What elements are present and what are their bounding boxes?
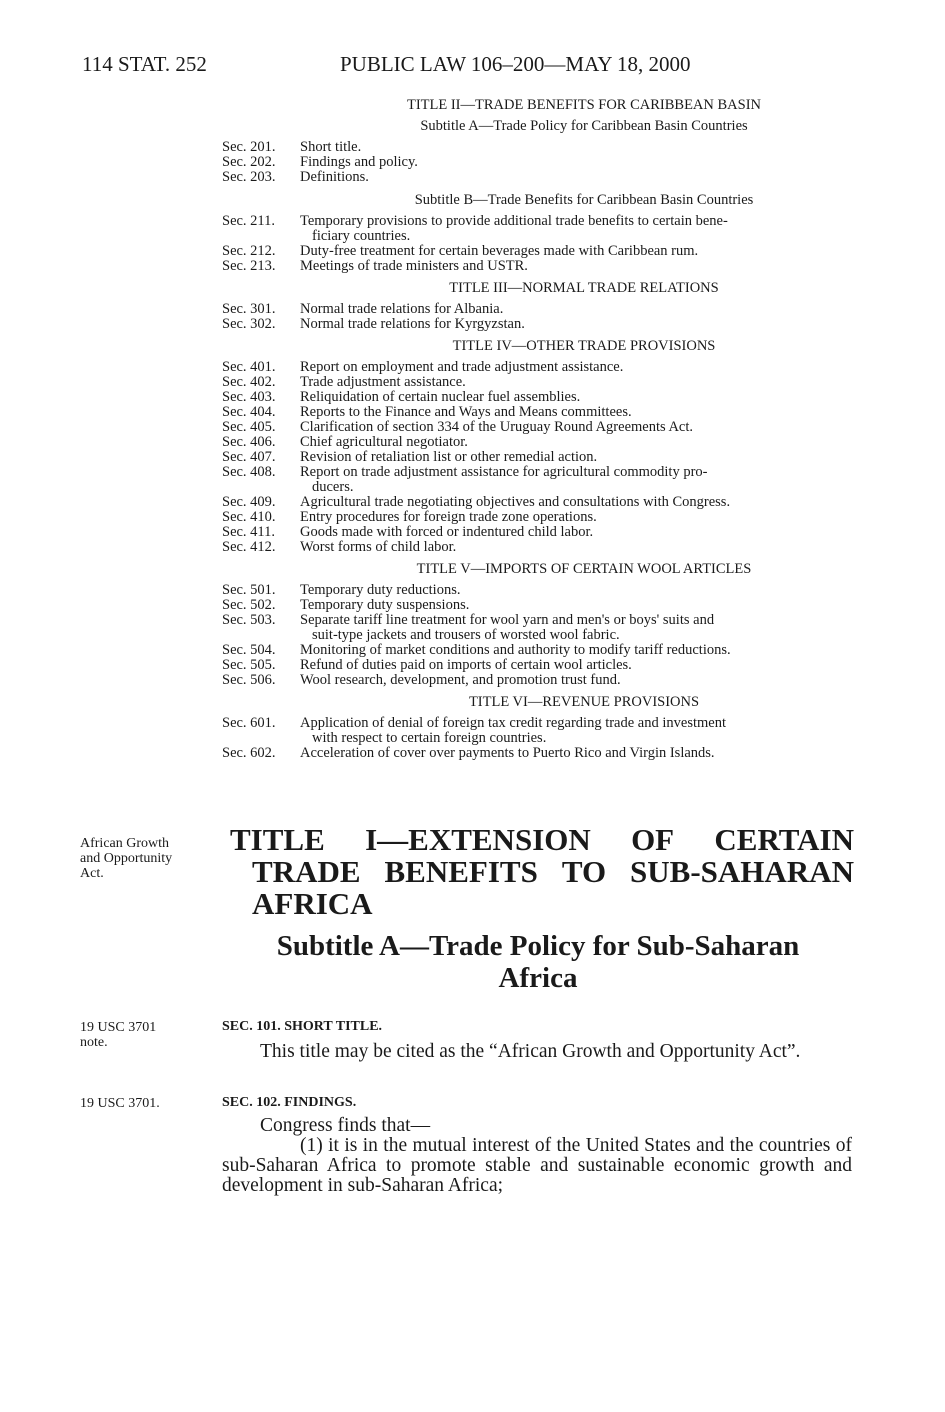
toc-section-title: Meetings of trade ministers and USTR.	[300, 258, 528, 274]
toc-section-title: Temporary provisions to provide additional trade benefits to certain bene- ficiary countries.	[300, 213, 728, 244]
toc-entry	[222, 643, 854, 658]
toc-section-number: Sec. 202.	[222, 154, 276, 170]
toc-entry	[222, 140, 854, 155]
toc-section-list	[222, 583, 854, 688]
toc-section-number: Sec. 602.	[222, 745, 276, 761]
toc-section-title: Clarification of section 334 of the Uruguay Round Agreements Act.	[300, 419, 694, 435]
toc-section-list	[222, 214, 854, 274]
toc-section-number: Sec. 501.	[222, 582, 276, 598]
toc-entry	[222, 317, 854, 332]
toc-section-title: Agricultural trade negotiating objectives and consultations with Congress.	[300, 494, 731, 510]
toc-section-number: Sec. 409.	[222, 494, 276, 510]
toc-section-list	[222, 360, 854, 555]
margin-note-usc: 19 USC 3701.	[80, 1096, 160, 1111]
toc-section-number: Sec. 403.	[222, 389, 276, 405]
toc-entry	[222, 259, 854, 274]
subtitle-heading: Subtitle A—Trade Policy for Sub-Saharan Africa	[276, 930, 800, 994]
toc-section-title: Revision of retaliation list or other remedial action.	[300, 449, 598, 465]
toc-subtitle-heading: Subtitle B—Trade Benefits for Caribbean Basin Countries	[414, 192, 754, 208]
toc-section-title: Temporary duty reductions.	[300, 582, 461, 598]
toc-section-number: Sec. 504.	[222, 642, 276, 658]
toc-section-number: Sec. 404.	[222, 404, 276, 420]
toc-entry	[222, 465, 854, 495]
toc-section-number: Sec. 401.	[222, 359, 276, 375]
toc-section-title: Definitions.	[300, 169, 369, 185]
toc-entry	[222, 598, 854, 613]
toc-entry	[222, 155, 854, 170]
toc-title-heading: TITLE II—TRADE BENEFITS FOR CARIBBEAN BASIN	[406, 97, 762, 113]
toc-section-number: Sec. 211.	[222, 213, 276, 229]
running-head: PUBLIC LAW 106–200—MAY 18, 2000	[340, 52, 691, 76]
toc-section-title: Entry procedures for foreign trade zone operations.	[300, 509, 597, 525]
toc-section-number: Sec. 402.	[222, 374, 276, 390]
toc-section-title: Chief agricultural negotiator.	[300, 434, 468, 450]
toc-section-title: Separate tariff line treatment for wool yarn and men's or boys' suits and suit-type jackets and trousers of worsted wool fabric.	[300, 612, 715, 643]
toc-section-number: Sec. 405.	[222, 419, 276, 435]
toc-section-title: Report on employment and trade adjustment assistance.	[300, 359, 624, 375]
toc-section-number: Sec. 406.	[222, 434, 276, 450]
toc-entry	[222, 390, 854, 405]
title-heading: TITLE I—EXTENSION OF CERTAIN TRADE BENEFITS TO SUB-SAHARAN AFRICA	[230, 822, 854, 921]
toc-section-title: Short title.	[300, 139, 362, 155]
toc-section-list	[222, 302, 854, 332]
toc-entry	[222, 170, 854, 185]
toc-section-list	[222, 140, 854, 185]
toc-entry	[222, 613, 854, 643]
toc-entry	[222, 214, 854, 244]
toc-section-title: Application of denial of foreign tax credit regarding trade and investment with respect to certain foreign countries.	[300, 715, 726, 746]
toc-entry	[222, 244, 854, 259]
toc-section-number: Sec. 408.	[222, 464, 276, 480]
toc-section-number: Sec. 212.	[222, 243, 276, 259]
toc-entry	[222, 375, 854, 390]
toc-section-title: Normal trade relations for Albania.	[300, 301, 504, 317]
toc-entry	[222, 360, 854, 375]
margin-note-usc-note: 19 USC 3701 note.	[80, 1020, 157, 1050]
toc-section-number: Sec. 505.	[222, 657, 276, 673]
toc-entry	[222, 450, 854, 465]
toc-entry	[222, 405, 854, 420]
toc-section-title: Temporary duty suspensions.	[300, 597, 470, 613]
statute-page-number: 114 STAT. 252	[82, 52, 207, 76]
toc-section-title: Findings and policy.	[300, 154, 418, 170]
toc-section-title: Report on trade adjustment assistance for agricultural commodity pro- ducers.	[300, 464, 708, 495]
section-body: Congress finds that—	[260, 1115, 431, 1136]
toc-section-title: Trade adjustment assistance.	[300, 374, 466, 390]
toc-entry	[222, 525, 854, 540]
toc-section-title: Normal trade relations for Kyrgyzstan.	[300, 316, 525, 332]
toc-entry	[222, 540, 854, 555]
toc-section-title: Refund of duties paid on imports of certain wool articles.	[300, 657, 632, 673]
toc-entry	[222, 510, 854, 525]
toc-section-number: Sec. 503.	[222, 612, 276, 628]
toc-section-number: Sec. 410.	[222, 509, 276, 525]
toc-entry	[222, 658, 854, 673]
toc-section-title: Acceleration of cover over payments to Puerto Rico and Virgin Islands.	[300, 745, 715, 761]
toc-section-list	[222, 716, 854, 761]
toc-section-number: Sec. 203.	[222, 169, 276, 185]
toc-section-title: Duty-free treatment for certain beverages made with Caribbean rum.	[300, 243, 699, 259]
toc-section-title: Reports to the Finance and Ways and Means committees.	[300, 404, 632, 420]
table-of-contents	[222, 96, 854, 761]
toc-entry	[222, 420, 854, 435]
toc-title-heading: TITLE V—IMPORTS OF CERTAIN WOOL ARTICLES	[416, 561, 752, 577]
toc-entry	[222, 302, 854, 317]
toc-title-heading: TITLE IV—OTHER TRADE PROVISIONS	[452, 338, 716, 354]
section-heading: SEC. 101. SHORT TITLE.	[222, 1019, 383, 1034]
toc-section-number: Sec. 411.	[222, 524, 276, 540]
toc-title-heading: TITLE VI—REVENUE PROVISIONS	[468, 694, 700, 710]
toc-section-number: Sec. 201.	[222, 139, 276, 155]
toc-section-title: Reliquidation of certain nuclear fuel assemblies.	[300, 389, 581, 405]
page-header	[82, 52, 902, 82]
toc-entry	[222, 495, 854, 510]
toc-entry	[222, 583, 854, 598]
toc-section-number: Sec. 301.	[222, 301, 276, 317]
toc-entry	[222, 716, 854, 746]
toc-section-title: Goods made with forced or indentured child labor.	[300, 524, 594, 540]
toc-section-number: Sec. 601.	[222, 715, 276, 731]
toc-entry	[222, 746, 854, 761]
section-heading: SEC. 102. FINDINGS.	[222, 1095, 357, 1110]
toc-section-number: Sec. 302.	[222, 316, 276, 332]
toc-section-number: Sec. 412.	[222, 539, 276, 555]
toc-section-title: Worst forms of child labor.	[300, 539, 457, 555]
toc-title-heading: TITLE III—NORMAL TRADE RELATIONS	[449, 280, 719, 296]
toc-subtitle-heading: Subtitle A—Trade Policy for Caribbean Basin Countries	[420, 118, 748, 134]
section-body: This title may be cited as the “African Growth and Opportunity Act”.	[260, 1041, 801, 1062]
toc-section-number: Sec. 502.	[222, 597, 276, 613]
toc-section-title: Monitoring of market conditions and authority to modify tariff reductions.	[300, 642, 731, 658]
toc-section-title: Wool research, development, and promotion trust fund.	[300, 672, 621, 688]
toc-entry	[222, 435, 854, 450]
toc-section-number: Sec. 213.	[222, 258, 276, 274]
toc-entry	[222, 673, 854, 688]
finding-paragraph: (1) it is in the mutual interest of the United States and the countries of sub-Saharan Africa to promote stable and sustainable economic growth and development in sub-Saharan Africa;	[222, 1135, 852, 1196]
toc-section-number: Sec. 506.	[222, 672, 276, 688]
margin-note-agoa: African Growth and Opportunity Act.	[80, 836, 173, 881]
toc-section-number: Sec. 407.	[222, 449, 276, 465]
